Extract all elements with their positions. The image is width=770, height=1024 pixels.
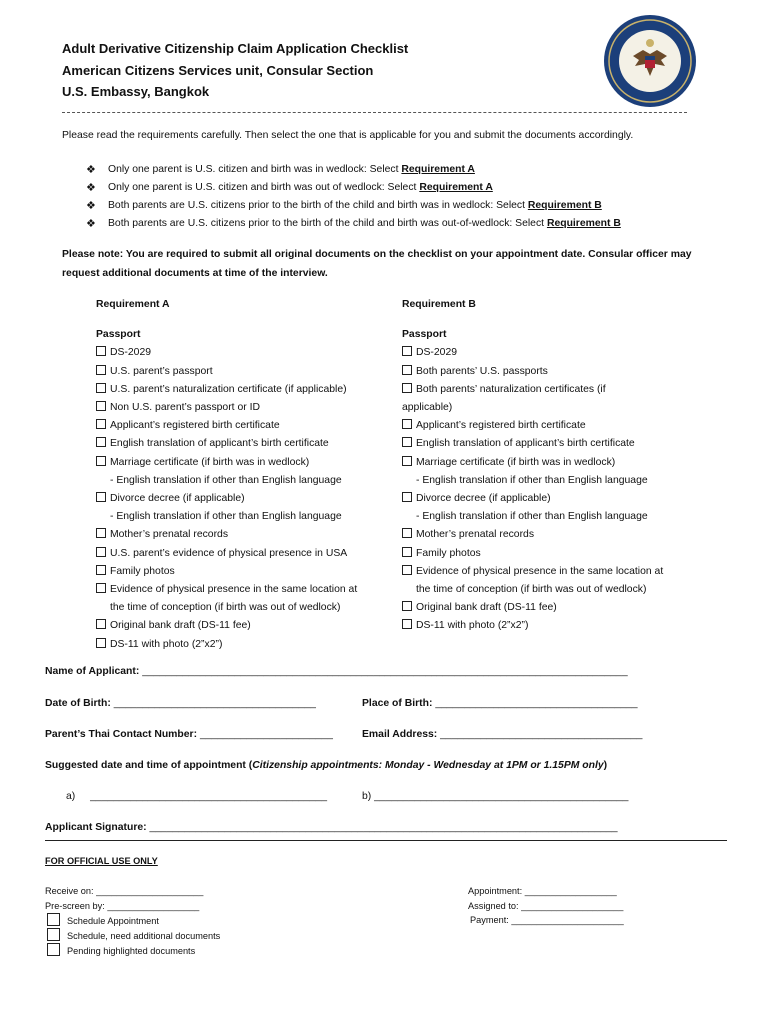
checklist-item: Family photos [96, 563, 396, 581]
important-note: Please note: You are required to submit all original documents on the checklist on your appointment date. Consular officer may request additional documents at time of the interview. [62, 249, 692, 279]
checklist-item: Marriage certificate (if birth was in wedlock) [96, 454, 396, 472]
payment-field[interactable]: Payment: ______________________ [470, 915, 624, 925]
diamond-bullet-icon: ❖ [86, 200, 96, 212]
checklist-item: Non U.S. parent’s passport or ID [96, 399, 396, 417]
checklist-item: Family photos [402, 545, 702, 563]
checkbox[interactable] [402, 547, 412, 557]
official-check-item[interactable]: Schedule, need additional documents [47, 928, 220, 944]
checklist-item: English translation of applicant’s birth certificate [96, 435, 396, 453]
phone-input-line[interactable]: _______________________ [199, 729, 333, 740]
checklist-item: Original bank draft (DS-11 fee) [402, 599, 702, 617]
checkbox[interactable] [402, 492, 412, 502]
assigned-to-field[interactable]: Assigned to: ____________________ [468, 901, 624, 911]
requirement-a-heading: Requirement A [96, 299, 170, 310]
checkbox[interactable] [402, 619, 412, 629]
official-check-item[interactable]: Pending highlighted documents [47, 943, 195, 959]
name-field[interactable]: Name of Applicant: ____________________________________________________________________________________ [45, 666, 628, 677]
checklist-item: Divorce decree (if applicable) [402, 490, 702, 508]
checkbox[interactable] [402, 601, 412, 611]
checklist-item: DS-2029 [96, 344, 396, 362]
option-b-field[interactable]: b) ____________________________________________ [362, 791, 629, 802]
checkbox[interactable] [96, 437, 106, 447]
name-input-line[interactable]: ____________________________________________________________________________________ [142, 666, 628, 677]
diamond-bullet-icon: ❖ [86, 164, 96, 176]
diamond-bullet-icon: ❖ [86, 182, 96, 194]
checkbox[interactable] [402, 346, 412, 356]
email-field[interactable]: Email Address: ___________________________________ [362, 729, 643, 740]
suggested-appointment-label: Suggested date and time of appointment (Citizenship appointments: Monday - Wednesday at 1PM or 1.15PM only) [45, 760, 608, 771]
intro-text: Please read the requirements carefully. Then select the one that is applicable for you and submit the documents accordingly. [62, 130, 634, 141]
checklist-item: Evidence of physical presence in the same location at [96, 581, 396, 599]
appointment-field[interactable]: Appointment: __________________ [468, 886, 617, 896]
checkbox[interactable] [402, 565, 412, 575]
requirement-b-column [402, 296, 702, 636]
checklist-item: DS-11 with photo (2”x2”) [402, 617, 702, 635]
bullet-item: ❖ Both parents are U.S. citizens prior to the birth of the child and birth was out-of-wedlock: Select Requirement B [86, 215, 621, 233]
bullet-item: ❖ Only one parent is U.S. citizen and birth was out of wedlock: Select Requirement A [86, 179, 621, 197]
option-a-field[interactable]: a) _________________________________________ [66, 791, 328, 802]
document-title [62, 38, 408, 103]
checkbox[interactable] [96, 583, 106, 593]
checklist-item: Mother’s prenatal records [96, 526, 396, 544]
prescreen-line[interactable]: __________________ [107, 901, 200, 911]
official-use-heading: FOR OFFICIAL USE ONLY [45, 856, 158, 866]
checkbox[interactable] [96, 456, 106, 466]
checkbox[interactable] [47, 928, 60, 941]
official-check-item[interactable]: Schedule Appointment [47, 913, 159, 929]
official-divider [45, 840, 727, 841]
checklist-item: Applicant’s registered birth certificate [96, 417, 396, 435]
embassy-seal-icon [603, 14, 697, 108]
phone-field[interactable]: Parent’s Thai Contact Number: _______________________ [45, 729, 333, 740]
checklist-item: U.S. parent’s passport [96, 363, 396, 381]
dob-input-line[interactable]: ___________________________________ [113, 698, 316, 709]
checkbox[interactable] [96, 547, 106, 557]
checklist-item: U.S. parent’s naturalization certificate (if applicable) [96, 381, 396, 399]
checklist-item: Evidence of physical presence in the same location at [402, 563, 702, 581]
email-input-line[interactable]: ___________________________________ [440, 729, 643, 740]
checklist-subnote: - English translation if other than English language [110, 511, 342, 523]
checklist-item: English translation of applicant’s birth certificate [402, 435, 702, 453]
checkbox[interactable] [402, 528, 412, 538]
checklist-item: DS-2029 [402, 344, 702, 362]
checklist-item: Original bank draft (DS-11 fee) [96, 617, 396, 635]
checklist-subnote: - English translation if other than English language [110, 474, 342, 486]
requirement-b-heading: Requirement B [402, 299, 476, 310]
checkbox[interactable] [402, 419, 412, 429]
checkbox[interactable] [96, 565, 106, 575]
option-a-input-line[interactable]: _________________________________________ [90, 791, 328, 802]
checklist-item: Both parents’ U.S. passports [402, 363, 702, 381]
title-line-1: Adult Derivative Citizenship Claim Application Checklist [62, 41, 409, 56]
assigned-to-line[interactable]: ____________________ [521, 901, 624, 911]
selection-bullets [86, 161, 621, 233]
bullet-item: ❖ Both parents are U.S. citizens prior to the birth of the child and birth was in wedlock: Select Requirement B [86, 197, 621, 215]
checklist-item: DS-11 with photo (2”x2”) [96, 636, 396, 654]
signature-field[interactable]: Applicant Signature: _________________________________________________________________________________ [45, 822, 618, 833]
checkbox[interactable] [96, 492, 106, 502]
receive-on-field[interactable]: Receive on: _____________________ [45, 886, 204, 896]
checklist-item: Both parents’ naturalization certificates (if [402, 381, 702, 399]
receive-on-line[interactable]: _____________________ [96, 886, 204, 896]
checkbox[interactable] [402, 365, 412, 375]
signature-input-line[interactable]: _________________________________________________________________________________ [149, 822, 618, 833]
checkbox[interactable] [402, 456, 412, 466]
pob-input-line[interactable]: ___________________________________ [435, 698, 638, 709]
checkbox[interactable] [47, 943, 60, 956]
checkbox[interactable] [402, 383, 412, 393]
checklist-subnote: - English translation if other than English language [416, 474, 648, 486]
appointment-line[interactable]: __________________ [524, 886, 617, 896]
dashed-divider [62, 112, 687, 113]
checklist-continuation: applicable) [402, 402, 453, 414]
prescreen-field[interactable]: Pre-screen by: __________________ [45, 901, 200, 911]
checklist-item: U.S. parent’s evidence of physical presence in USA [96, 545, 396, 563]
diamond-bullet-icon: ❖ [86, 218, 96, 230]
requirement-a-column [96, 296, 396, 654]
checklist-item: Mother’s prenatal records [402, 526, 702, 544]
bullet-item: ❖ Only one parent is U.S. citizen and birth was in wedlock: Select Requirement A [86, 161, 621, 179]
checkbox[interactable] [96, 401, 106, 411]
checkbox[interactable] [96, 528, 106, 538]
passport-subheading: Passport [96, 329, 141, 341]
checkbox[interactable] [96, 365, 106, 375]
checklist-item: Applicant’s registered birth certificate [402, 417, 702, 435]
checkbox[interactable] [47, 913, 60, 926]
checklist-subnote: - English translation if other than English language [416, 511, 648, 523]
checkbox[interactable] [96, 619, 106, 629]
checkbox[interactable] [96, 419, 106, 429]
dob-field[interactable]: Date of Birth: ___________________________________ [45, 698, 316, 709]
title-line-3: U.S. Embassy, Bangkok [62, 84, 210, 99]
checklist-item: Marriage certificate (if birth was in wedlock) [402, 454, 702, 472]
checklist-continuation: the time of conception (if birth was out of wedlock) [416, 584, 647, 596]
payment-line[interactable]: ______________________ [511, 915, 624, 925]
checklist-continuation: the time of conception (if birth was out of wedlock) [110, 602, 341, 614]
option-b-input-line[interactable]: ____________________________________________ [374, 791, 629, 802]
checkbox[interactable] [402, 437, 412, 447]
pob-field[interactable]: Place of Birth: ___________________________________ [362, 698, 638, 709]
checkbox[interactable] [96, 638, 106, 648]
checkbox[interactable] [96, 383, 106, 393]
checklist-item: Divorce decree (if applicable) [96, 490, 396, 508]
title-line-2: American Citizens Services unit, Consular Section [62, 62, 374, 78]
checkbox[interactable] [96, 346, 106, 356]
passport-subheading: Passport [402, 329, 447, 341]
